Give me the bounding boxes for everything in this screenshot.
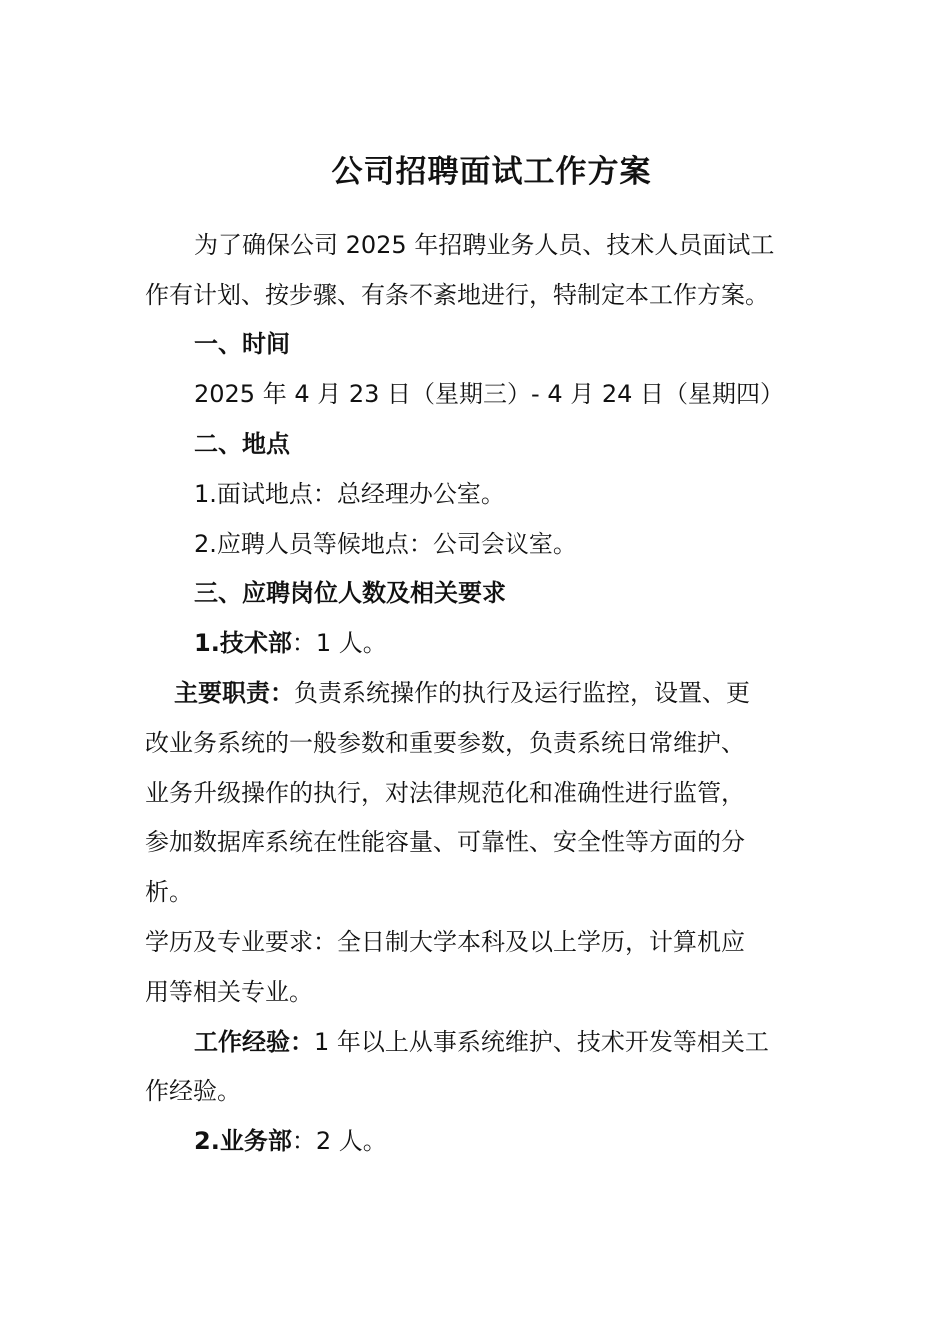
tech-duties-line-2: 改业务系统的一般参数和重要参数，负责系统日常维护、: [145, 729, 745, 757]
place-item-interview: 1.面试地点：总经理办公室。: [194, 480, 505, 508]
intro-line-1: 为了确保公司 2025 年招聘业务人员、技术人员面试工: [194, 231, 775, 259]
tech-dept-line: [194, 625, 387, 661]
section-time-heading: 一、时间: [194, 330, 290, 358]
intro-line-2: 作有计划、按步骤、有条不紊地进行，特制定本工作方案。: [145, 281, 769, 309]
section-positions-heading: 三、应聘岗位人数及相关要求: [194, 579, 506, 607]
tech-duties-line-1: [174, 675, 750, 711]
section-place-heading: 二、地点: [194, 430, 290, 458]
tech-duties-line-4: 参加数据库系统在性能容量、可靠性、安全性等方面的分: [145, 828, 745, 856]
tech-education-line-1: 学历及专业要求：全日制大学本科及以上学历，计算机应: [145, 928, 745, 956]
tech-dept-label: 1.技术部: [194, 629, 292, 657]
tech-duties-line-3: 业务升级操作的执行，对法律规范化和准确性进行监管，: [145, 779, 745, 807]
tech-dept-count: ：1 人。: [291, 629, 387, 657]
tech-duties-label: 主要职责：: [174, 679, 294, 707]
section-time-text: 2025 年 4 月 23 日（星期三）- 4 月 24 日（星期四）: [194, 380, 785, 408]
tech-duties-line-5: 析。: [145, 878, 193, 906]
place-item-waiting: 2.应聘人员等候地点：公司会议室。: [194, 530, 577, 558]
tech-experience-line-1: [194, 1024, 769, 1060]
tech-experience-line-2: 作经验。: [145, 1077, 241, 1105]
tech-duties-text-1: 负责系统操作的执行及运行监控，设置、更: [294, 679, 750, 707]
tech-education-line-2: 用等相关专业。: [145, 978, 313, 1006]
business-dept-count: ：2 人。: [291, 1127, 387, 1155]
document-title: 公司招聘面试工作方案: [331, 154, 652, 190]
tech-experience-label: 工作经验：: [194, 1028, 314, 1056]
tech-experience-text-1: 1 年以上从事系统维护、技术开发等相关工: [314, 1028, 769, 1056]
business-dept-line: [194, 1123, 387, 1159]
business-dept-label: 2.业务部: [194, 1127, 292, 1155]
